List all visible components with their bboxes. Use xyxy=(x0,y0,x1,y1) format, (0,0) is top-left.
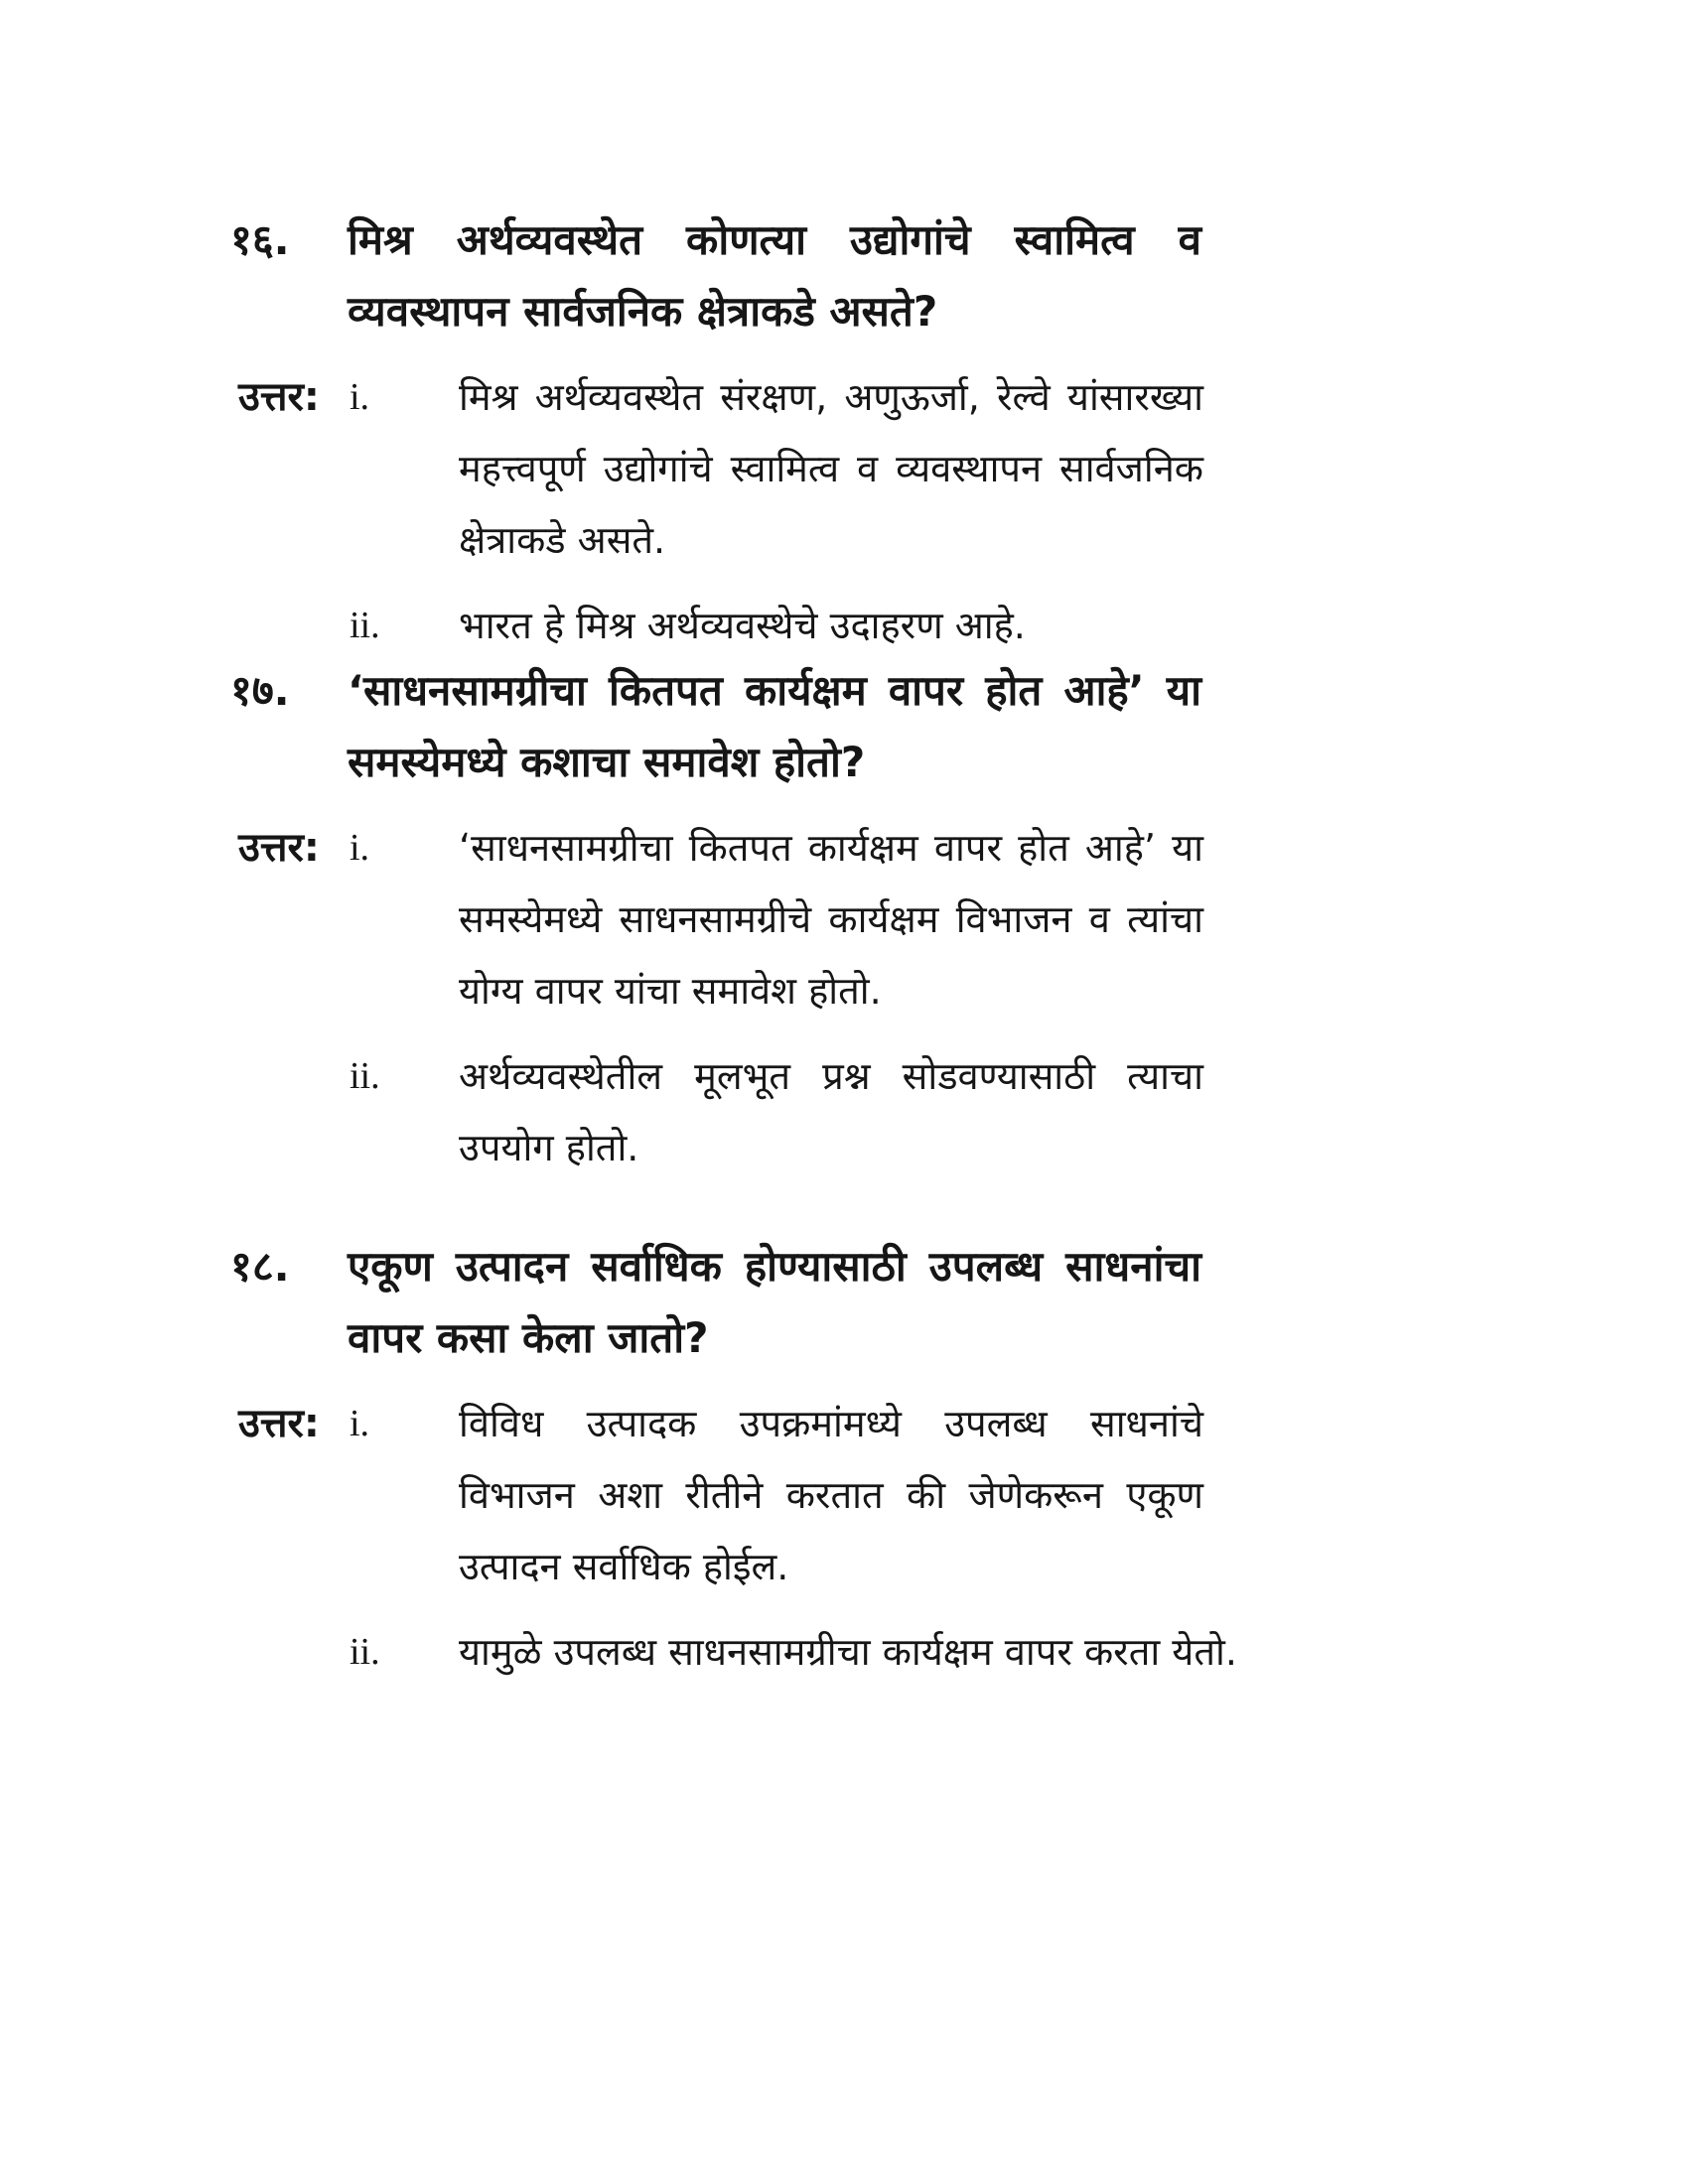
answer xyxy=(0,1388,1688,1688)
answer-item xyxy=(0,361,1203,576)
question-block-18 xyxy=(0,1231,1688,1702)
answer-item-number: ii. xyxy=(350,605,380,646)
answer-label: उत्तर: xyxy=(238,825,320,871)
answer-item-text: मिश्र अर्थव्यवस्थेत संरक्षण, अणुऊर्जा, रेल्वे यांसारख्या महत्त्वपूर्ण उद्योगांचे स्वामित्व व व्यवस्थापन सार्वजनिक क्षेत्राकडे असते. xyxy=(459,375,1203,562)
answer-item xyxy=(0,1040,1203,1183)
answer-item-number: i. xyxy=(350,1403,370,1444)
answer-item-text: भारत हे मिश्र अर्थव्यवस्थेचे उदाहरण आहे. xyxy=(459,604,1026,647)
question xyxy=(0,655,1201,798)
answer-item-number: ii. xyxy=(350,1631,380,1673)
answer-label: उत्तर: xyxy=(238,1401,320,1446)
question-block-17 xyxy=(0,655,1688,1197)
question-number: १६. xyxy=(230,215,290,264)
answer-item xyxy=(0,1616,1237,1688)
question-text: ‘साधनसामग्रीचा कितपत कार्यक्षम वापर होत आहे’ या समस्येमध्ये कशाचा समावेश होतो? xyxy=(348,666,1201,786)
question xyxy=(0,1231,1201,1374)
answer-item-number: ii. xyxy=(350,1055,380,1097)
answer-item-text: ‘साधनसामग्रीचा कितपत कार्यक्षम वापर होत आहे’ या समस्येमध्ये साधनसामग्रीचे कार्यक्षम विभाजन व त्यांचा योग्य वापर यांचा समावेश होतो. xyxy=(459,826,1203,1013)
answer-item-text: अर्थव्यवस्थेतील मूलभूत प्रश्न सोडवण्यासाठी त्याचा उपयोग होतो. xyxy=(459,1054,1203,1169)
question-number: १८. xyxy=(230,1242,290,1291)
answer xyxy=(0,361,1688,661)
answer-item xyxy=(0,1388,1203,1602)
answer-item-number: i. xyxy=(350,376,370,418)
answer-item-text: विविध उत्पादक उपक्रमांमध्ये उपलब्ध साधनांचे विभाजन अशा रीतीने करतात की जेणेकरून एकूण उत्पादन सर्वाधिक होईल. xyxy=(459,1402,1203,1588)
answer-item-text: यामुळे उपलब्ध साधनसामग्रीचा कार्यक्षम वापर करता येतो. xyxy=(459,1630,1237,1674)
question-text: मिश्र अर्थव्यवस्थेत कोणत्या उद्योगांचे स्वामित्व व व्यवस्थापन सार्वजनिक क्षेत्राकडे असते? xyxy=(348,215,1201,336)
answer-item xyxy=(0,590,1203,661)
question xyxy=(0,205,1201,347)
answer-item-number: i. xyxy=(350,827,370,869)
answer-label: उत्तर: xyxy=(238,374,320,420)
answer xyxy=(0,812,1688,1183)
question-text: एकूण उत्पादन सर्वाधिक होण्यासाठी उपलब्ध साधनांचा वापर कसा केला जातो? xyxy=(348,1242,1201,1362)
answer-item xyxy=(0,812,1203,1026)
question-block-16 xyxy=(0,205,1688,675)
question-number: १७. xyxy=(230,666,290,715)
